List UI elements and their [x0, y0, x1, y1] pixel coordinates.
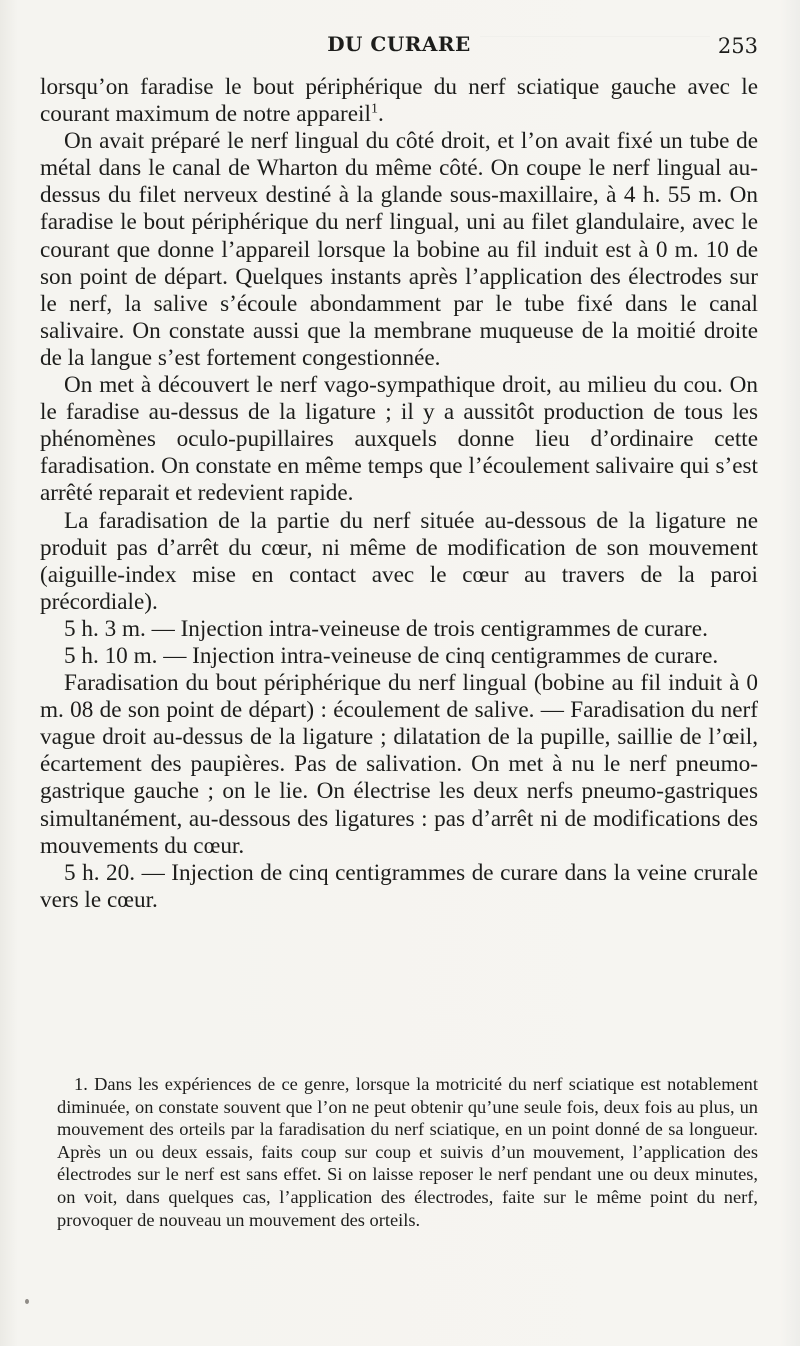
- running-title: DU CURARE: [327, 32, 471, 56]
- footnote-paragraph: [57, 1073, 758, 1231]
- paragraph-6: 5 h. 10 m. — Injection intra-veineuse de cinq centigrammes de curare.: [64, 642, 719, 669]
- footnote-text: Dans les expériences de ce genre, lorsque la motricité du nerf sciatique est notablement diminuée, on constate souvent que l’on ne peut obtenir qu’une seule fois, deux fois au plus, un mouvement des orteils par la faradisation du nerf sciatique, en un point donné de sa longueur. Après un ou deux essais, faits coup sur coup et suivis d’un mouvement, l’application des électrodes sur le nerf est sans effet. Si on laisse reposer le nerf pendant une ou deux minutes, on voit, dans quelques cas, l’application des électrodes, faite sur le même point du nerf, provoquer de nouveau un mouvement des orteils.: [57, 1074, 758, 1230]
- footnote-number: 1.: [74, 1074, 88, 1094]
- paragraph-1: [40, 74, 758, 128]
- paragraph-4: La faradisation de la partie du nerf située au-dessous de la ligature ne produit pas d’arrêt du cœur, ni même de modification de son mouvement (aiguille-index mise en contact avec le cœur au travers de la paroi précordiale).: [40, 507, 758, 615]
- footnote: [57, 1073, 758, 1231]
- body-text: [40, 74, 758, 914]
- paragraph-8: 5 h. 20. — Injection de cinq centigrammes de curare dans la veine crurale vers le cœur.: [40, 859, 758, 913]
- paragraph-5: 5 h. 3 m. — Injection intra-veineuse de trois centigrammes de curare.: [64, 615, 708, 642]
- paragraph-3: On met à découvert le nerf vago-sympathique droit, au milieu du cou. On le faradise au-dessus de la ligature ; il y a aussitôt production de tous les phénomènes oculo-pupillaires auxquels donne lieu d’ordinaire cette faradisation. On constate en même temps que l’écoulement salivaire qui s’est arrêté reparait et redevient rapide.: [40, 372, 758, 507]
- running-header: [40, 30, 758, 64]
- paragraph-2: On avait préparé le nerf lingual du côté droit, et l’on avait fixé un tube de métal dans le canal de Wharton du même côté. On coupe le nerf lingual au-dessus du filet nerveux destiné à la glande sous-maxillaire, à 4 h. 55 m. On faradise le bout périphérique du nerf lingual, uni au filet glandulaire, avec le courant que donne l’appareil lorsque la bobine au fil induit est à 0 m. 10 de son point de départ. Quelques instants après l’application des électrodes sur le nerf, la salive s’écoule abondamment par le tube fixé dans le canal salivaire. On constate aussi que la membrane muqueuse de la moitié droite de la langue s’est fortement congestionnée.: [40, 128, 758, 371]
- paragraph-7: Faradisation du bout périphérique du nerf lingual (bobine au fil induit à 0 m. 08 de son point de départ) : écoulement de salive. — Faradisation du nerf vague droit au-dessus de la ligature ; dilatation de la pupille, saillie de l’œil, écartement des paupières. Pas de salivation. On met à nu le nerf pneumo-gastrique gauche ; on le lie. On électrise les deux nerfs pneumo-gastriques simultanément, au-dessous des ligatures : pas d’arrêt ni de modifications des mouvements du cœur.: [40, 670, 758, 859]
- footnote-reference: 1: [370, 101, 378, 117]
- paper-speck: [25, 1299, 29, 1304]
- paragraph-1-text: lorsqu’on faradise le bout périphérique du nerf sciatique gauche avec le courant maximum de notre appareil: [40, 74, 758, 128]
- page-number: 253: [717, 34, 758, 58]
- paragraph-1-end: .: [377, 101, 384, 128]
